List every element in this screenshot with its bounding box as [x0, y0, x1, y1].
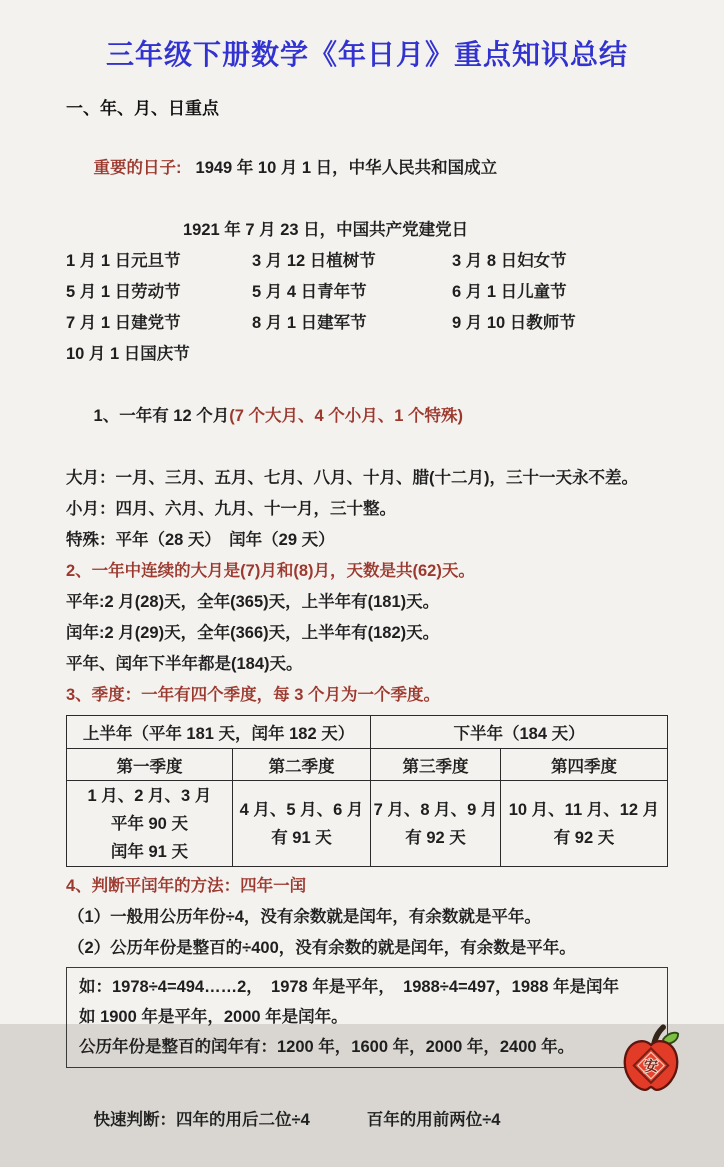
point1-special: 特殊：平年（28 天） 闰年（29 天） [66, 531, 335, 549]
point2-common-year: 平年:2 月(28)天，全年(365)天，上半年有(181)天。 [66, 593, 440, 611]
example-line-3: 公历年份是整百的闰年有：1200 年，1600 年，2000 年，2400 年。 [79, 1038, 575, 1056]
quick-check-label: 快速判断： [93, 1111, 177, 1129]
q2-days: 有 91 天 [271, 828, 332, 847]
page-title: 三年级下册数学《年日月》重点知识总结 [105, 39, 628, 70]
point2-heading: 2、一年中连续的大月是(7)月和(8)月，天数是共(62)天。 [66, 562, 475, 580]
q2-months: 4 月、5 月、6 月 [239, 800, 364, 819]
apple-seal-character: 安 [643, 1058, 659, 1075]
holiday-item: 5 月 4 日青年节 [252, 283, 367, 301]
point1-small-months: 小月：四月、六月、九月、十一月，三十整。 [66, 500, 396, 518]
cell-quarter-4: 第四季度 [500, 749, 667, 781]
holiday-item: 9 月 10 日教师节 [452, 314, 576, 332]
section-heading: 一、年、月、日重点 [66, 99, 219, 118]
cell-quarter-2: 第二季度 [232, 749, 370, 781]
holiday-item-national-day: 10 月 1 日国庆节 [66, 345, 190, 363]
table-row-quarter-names [67, 749, 668, 781]
point2-leap-year: 闰年:2 月(29)天，全年(366)天，上半年有(182)天。 [66, 624, 440, 642]
holiday-item: 5 月 1 日劳动节 [66, 283, 181, 301]
point2-second-half: 平年、闰年下半年都是(184)天。 [66, 655, 303, 673]
point4-heading: 4、判断平闰年的方法：四年一闰 [66, 877, 307, 895]
holiday-item: 3 月 12 日植树节 [252, 252, 376, 270]
quick-check-hundred-year-rule: 百年的用前两位÷4 [366, 1111, 501, 1129]
point1-highlight: (7 个大月、4 个小月、1 个特殊) [229, 407, 463, 425]
point4-rule-2: （2）公历年份是整百的÷400，没有余数的就是闰年，有余数是平年。 [68, 939, 576, 957]
important-date-1: 1949 年 10 月 1 日，中华人民共和国成立 [195, 159, 498, 177]
q1-leap-days: 闰年 91 天 [110, 842, 188, 861]
holiday-list [66, 246, 668, 339]
table-row-quarter-details [67, 781, 668, 867]
apple-seal-sticker [622, 1024, 680, 1094]
point4-rule-1: （1）一般用公历年份÷4，没有余数就是闰年，有余数就是平年。 [68, 908, 541, 926]
cell-quarter-3: 第三季度 [371, 749, 501, 781]
cell-first-half-year: 上半年（平年 181 天，闰年 182 天） [67, 716, 371, 749]
q1-common-days: 平年 90 天 [110, 814, 188, 833]
example-line-1: 如：1978÷4=494……2， 1978 年是平年， 1988÷4=497，1988 年是闰年 [79, 978, 619, 996]
quick-check-four-year-rule: 四年的用后二位÷4 [176, 1111, 310, 1129]
cell-quarter-4-months [500, 781, 667, 867]
apple-icon [622, 1024, 680, 1094]
holiday-item: 1 月 1 日元旦节 [66, 252, 181, 270]
point1-heading [66, 370, 668, 463]
important-dates-label: 重要的日子: [93, 159, 182, 177]
cell-second-half-year: 下半年（184 天） [371, 716, 668, 749]
quarters-table [66, 715, 668, 867]
point3-heading: 3、季度：一年有四个季度，每 3 个月为一个季度。 [66, 686, 441, 704]
cell-quarter-1-months [67, 781, 233, 867]
q3-months: 7 月、8 月、9 月 [373, 800, 498, 819]
holiday-item: 8 月 1 日建军节 [252, 314, 367, 332]
cell-quarter-3-months [371, 781, 501, 867]
holiday-item: 7 月 1 日建党节 [66, 314, 181, 332]
q1-months: 1 月、2 月、3 月 [87, 786, 212, 805]
cell-quarter-2-months [232, 781, 370, 867]
example-box [66, 967, 668, 1075]
point1-big-months: 大月：一月、三月、五月、七月、八月、十月、腊(十二月)，三十一天永不差。 [66, 469, 638, 487]
important-date-2: 1921 年 7 月 23 日，中国共产党建党日 [183, 221, 469, 239]
holiday-item: 6 月 1 日儿童节 [452, 283, 567, 301]
table-row-half-years [67, 716, 668, 749]
holiday-item: 3 月 8 日妇女节 [452, 252, 567, 270]
q4-days: 有 92 天 [553, 828, 615, 847]
q4-months: 10 月、11 月、12 月 [508, 800, 660, 819]
cell-quarter-1: 第一季度 [67, 749, 233, 781]
point1-prefix: 1、一年有 12 个月 [93, 407, 230, 425]
example-line-2: 如 1900 年是平年，2000 年是闰年。 [79, 1008, 348, 1026]
q3-days: 有 92 天 [405, 828, 466, 847]
quick-check-line [66, 1074, 668, 1167]
important-dates-line-1 [66, 122, 668, 215]
